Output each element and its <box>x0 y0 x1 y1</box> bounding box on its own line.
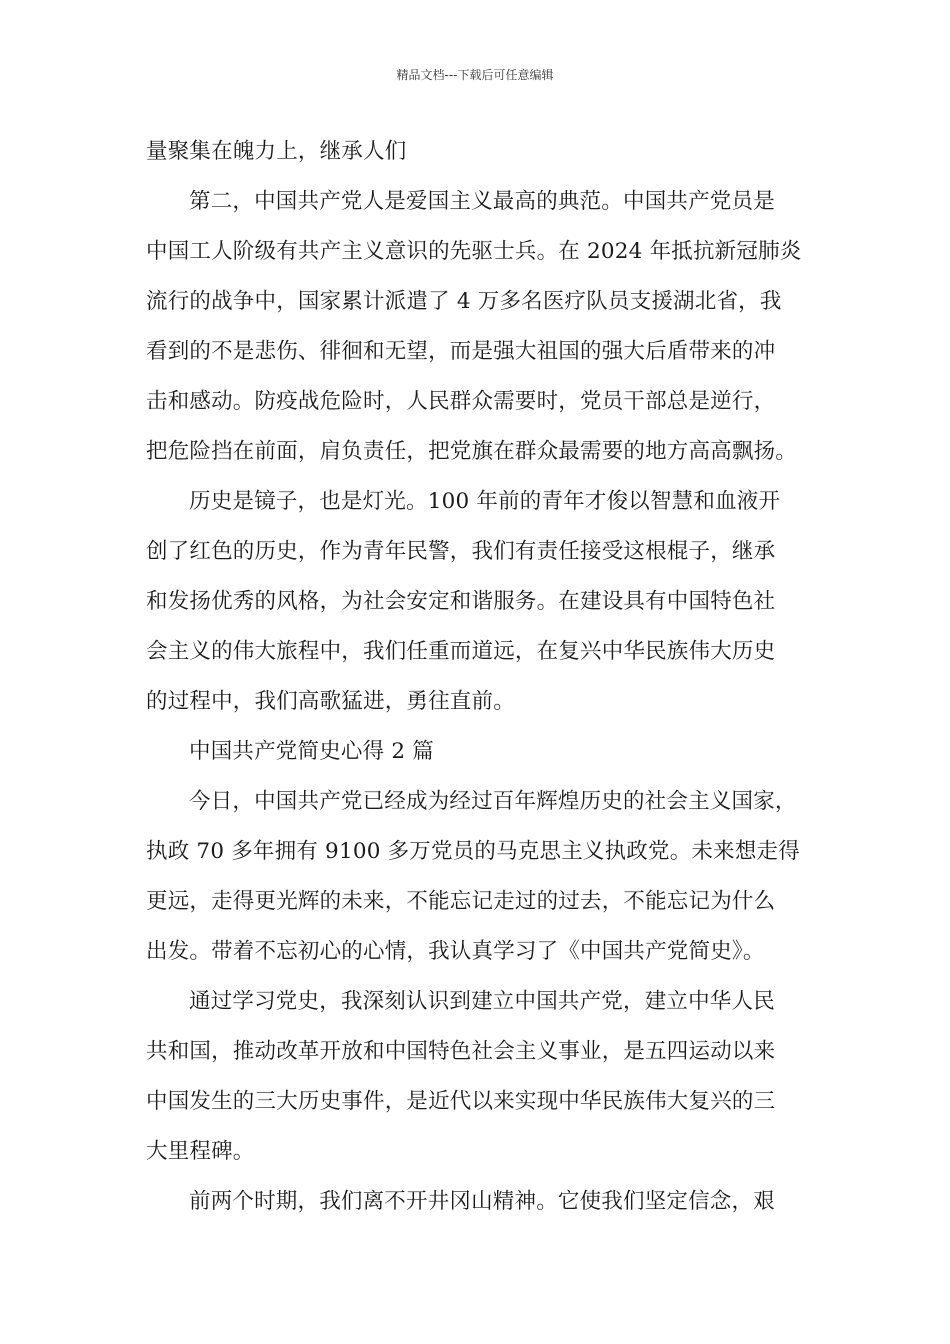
text-line: 通过学习党史，我深刻认识到建立中国共产党，建立中华人民 <box>189 989 775 1014</box>
text-line: 击和感动。防疫战危险时，人民群众需要时，党员干部总是逆行， <box>146 389 776 414</box>
paragraph <box>146 180 810 480</box>
text-line: 第二，中国共产党人是爱国主义最高的典范。中国共产党员是 <box>189 189 775 214</box>
text-line: 出发。带着不忘初心的心情，我认真学习了《中国共产党简史》。 <box>146 939 765 964</box>
text-line: 执政 70 多年拥有 9100 多万党员的马克思主义执政党。未来想走得 <box>146 839 800 864</box>
paragraph <box>146 480 810 730</box>
text-line: 的过程中，我们高歌猛进，勇往直前。 <box>146 689 515 714</box>
text-line: 共和国，推动改革开放和中国特色社会主义事业，是五四运动以来 <box>146 1039 776 1064</box>
text-line: 中国工人阶级有共产主义意识的先驱士兵。在 2024 年抵抗新冠肺炎 <box>146 239 802 264</box>
text-line: 今日，中国共产党已经成为经过百年辉煌历史的社会主义国家， <box>189 789 797 814</box>
text-line: 更远，走得更光辉的未来，不能忘记走过的过去，不能忘记为什么 <box>146 889 776 914</box>
paragraph <box>146 1180 810 1230</box>
paragraph <box>146 980 810 1180</box>
text-line: 大里程碑。 <box>146 1139 255 1164</box>
text-line: 流行的战争中，国家累计派遣了 4 万多名医疗队员支援湖北省，我 <box>146 289 782 314</box>
text-line: 前两个时期，我们离不开井冈山精神。它使我们坚定信念，艰 <box>189 1189 775 1214</box>
paragraph <box>146 780 810 980</box>
page-header: 精品文档---下载后可任意编辑 <box>396 68 554 82</box>
text-line: 历史是镜子，也是灯光。100 年前的青年才俊以智慧和血液开 <box>189 489 781 514</box>
document-body <box>146 130 810 1230</box>
text-line: 中国共产党简史心得 2 篇 <box>189 739 434 764</box>
text-line: 把危险挡在前面，肩负责任，把党旗在群众最需要的地方高高飘扬。 <box>146 439 798 464</box>
text-line: 中国发生的三大历史事件，是近代以来实现中华民族伟大复兴的三 <box>146 1089 776 1114</box>
text-line: 看到的不是悲伤、徘徊和无望，而是强大祖国的强大后盾带来的冲 <box>146 339 776 364</box>
text-line: 创了红色的历史，作为青年民警，我们有责任接受这根棍子，继承 <box>146 539 776 564</box>
text-line: 和发扬优秀的风格，为社会安定和谐服务。在建设具有中国特色社 <box>146 589 776 614</box>
text-line: 量聚集在魄力上，继承人们 <box>146 139 407 164</box>
paragraph <box>146 730 810 780</box>
text-line: 会主义的伟大旅程中，我们任重而道远，在复兴中华民族伟大历史 <box>146 639 776 664</box>
paragraph <box>146 130 810 180</box>
